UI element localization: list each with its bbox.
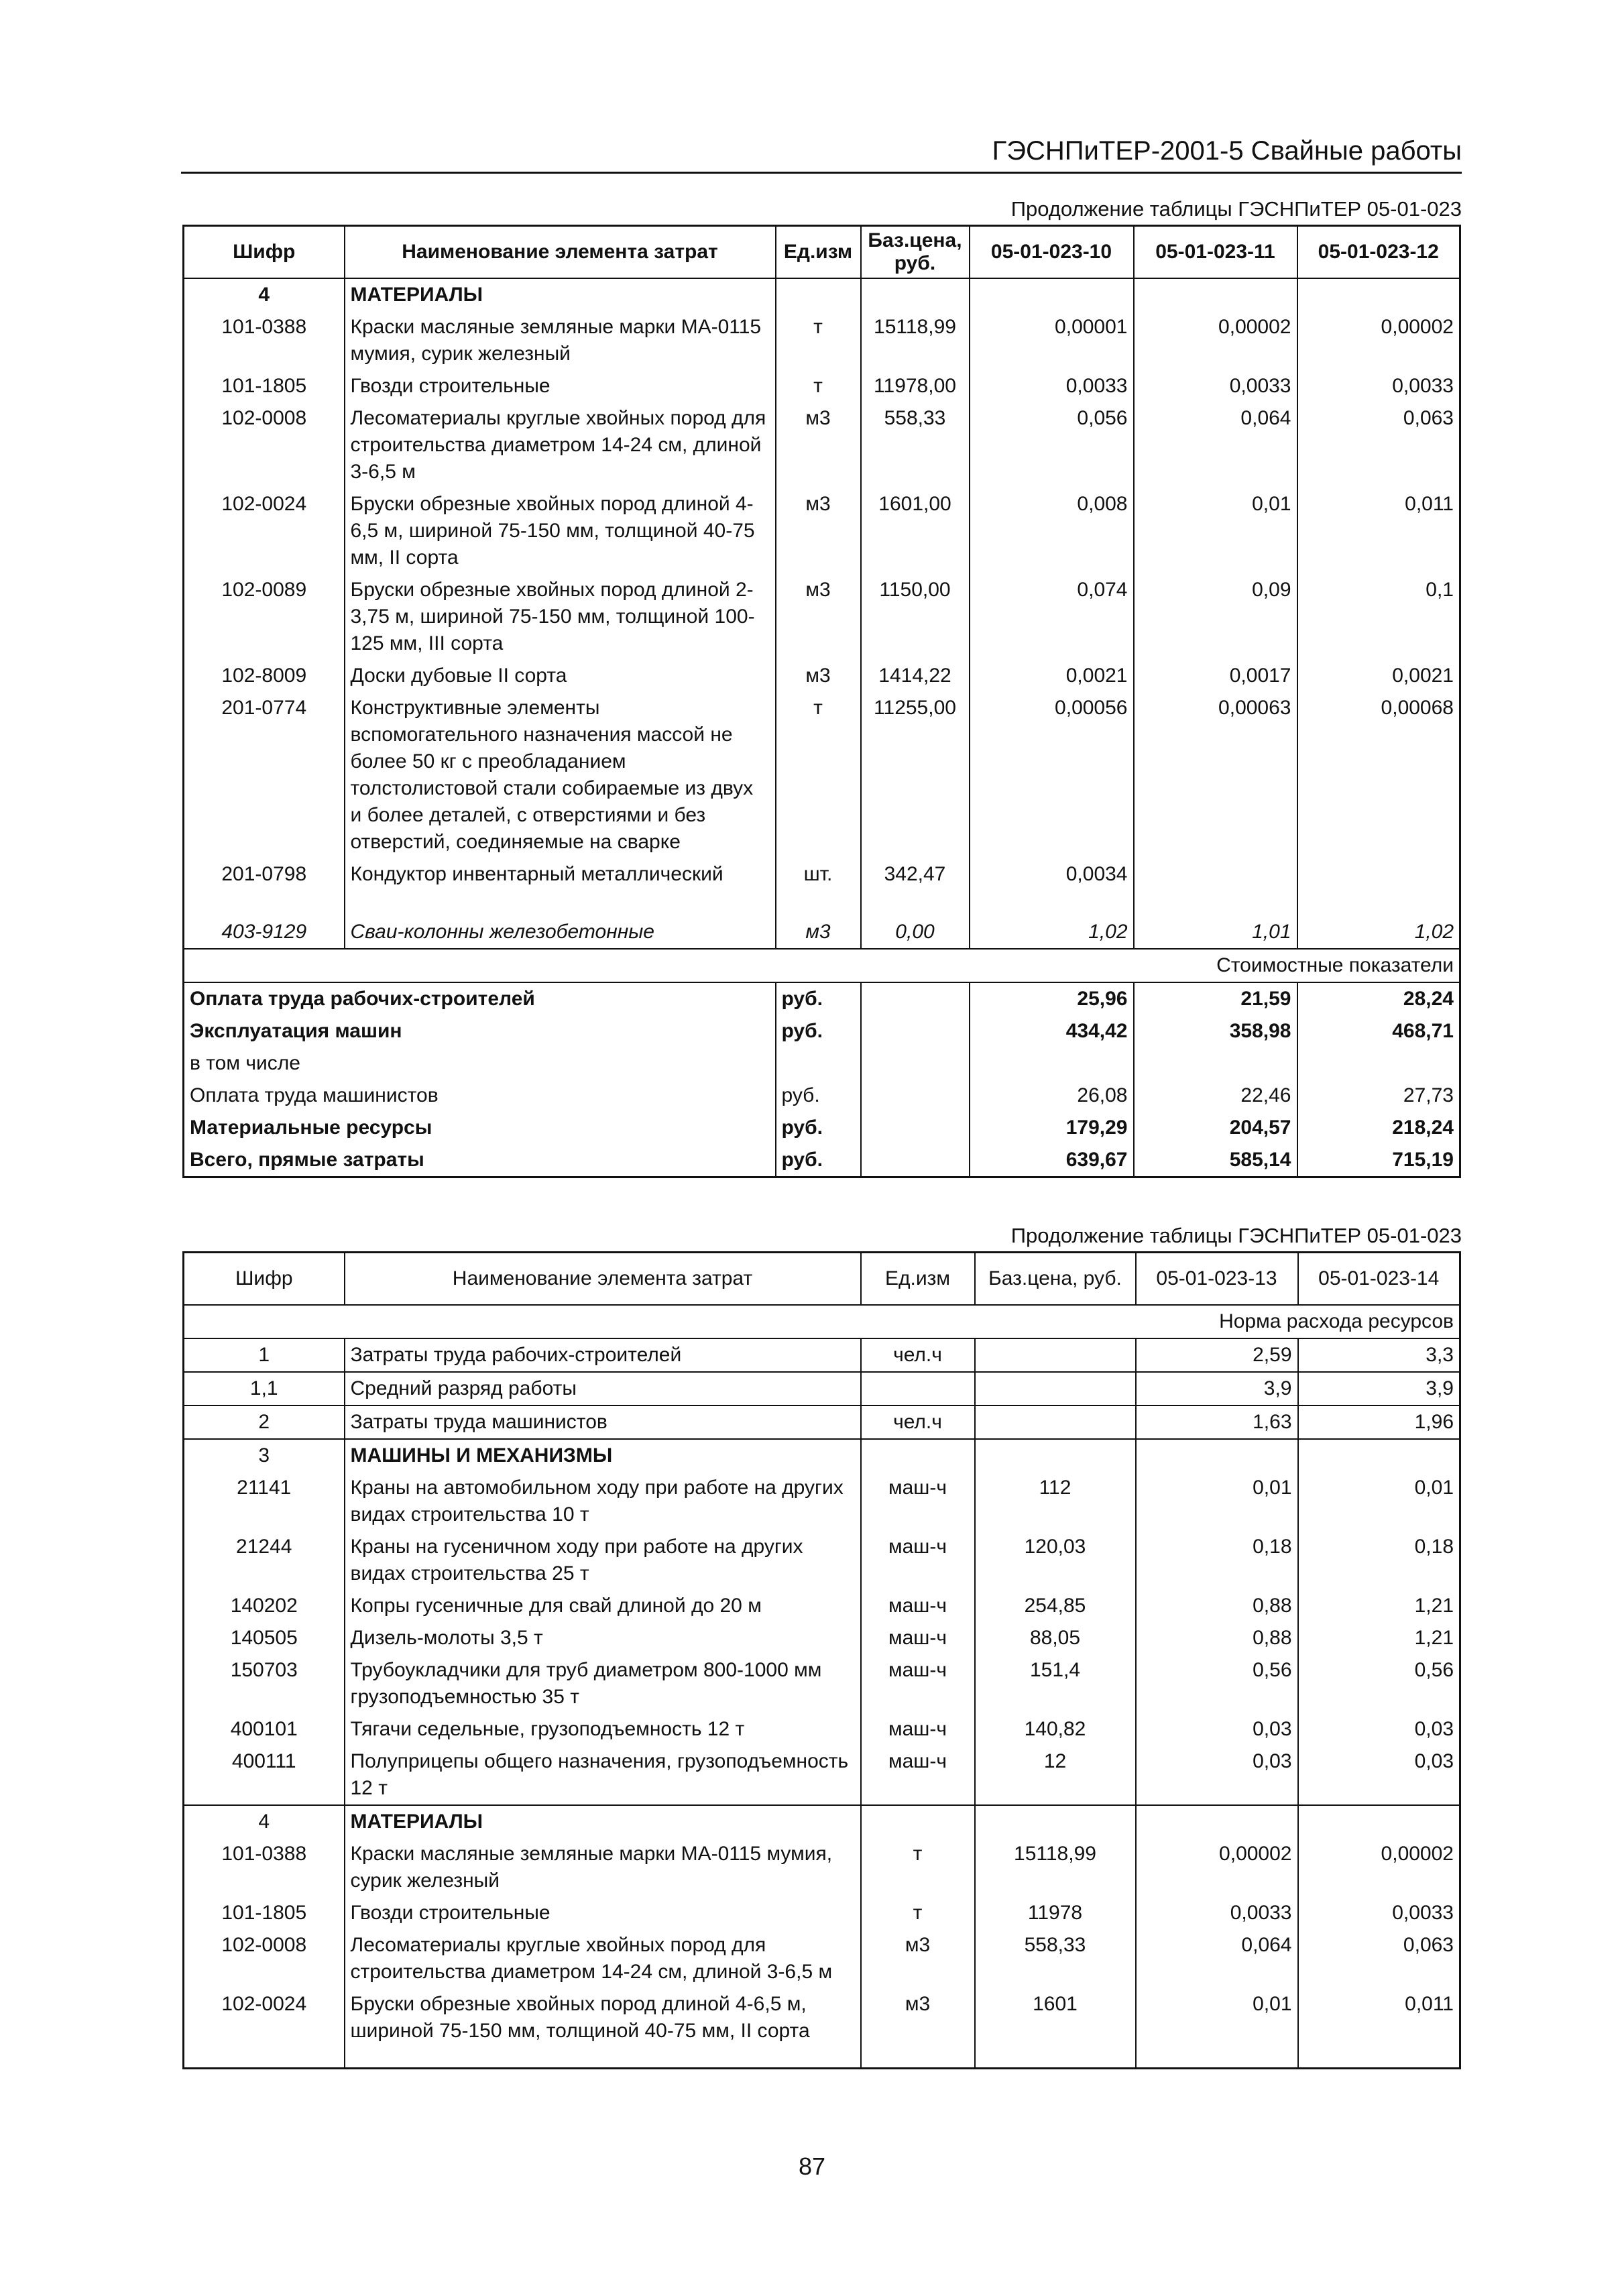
table1-header-row [184,226,1460,279]
labor-row [184,1338,1460,1372]
row-value: 0,01 [1136,1988,1298,2069]
row-price: 112 [975,1472,1136,1531]
cost-label-row [184,949,1460,982]
table-row [184,402,1460,488]
table-row [184,858,1460,916]
section-name: МАТЕРИАЛЫ [345,278,776,311]
cost-name: Оплата труда рабочих-строителей [184,982,776,1015]
row-value: 0,056 [970,402,1134,488]
col-norm-13-header: 05-01-023-13 [1136,1253,1298,1305]
row-price: 140,82 [975,1713,1136,1745]
row-code: 400101 [184,1713,345,1745]
cost-name: Материальные ресурсы [184,1112,776,1144]
row-price: 12 [975,1745,1136,1805]
row-value: 0,0033 [970,370,1134,402]
row-value: 0,00002 [1298,1838,1460,1897]
row-name: Бруски обрезные хвойных пород длиной 2-3,75 м, шириной 75-150 мм, толщиной 100-125 мм, III сорта [345,574,776,660]
row-value [1134,858,1297,916]
cost-row [184,982,1460,1015]
table2 [182,1251,1461,2069]
row-name: Краски масляные земляные марки МА-0115 мумия, сурик железный [345,311,776,370]
row-unit: маш-ч [861,1654,975,1713]
row-unit: маш-ч [861,1472,975,1531]
row-name: Лесоматериалы круглые хвойных пород для строительства диаметром 14-24 см, длиной 3-6,5 м [345,402,776,488]
row-price: 254,85 [975,1590,1136,1622]
col-name-header: Наименование элемента затрат [345,226,776,279]
row-value: 0,008 [970,488,1134,574]
col-code-header: Шифр [184,1253,345,1305]
row-unit: м3 [776,660,861,692]
table-row [184,692,1460,858]
row-unit: т [776,692,861,858]
row-code: 400111 [184,1745,345,1805]
section-code: 4 [184,1805,345,1838]
row-code: 1,1 [184,1372,345,1405]
row-value: 1,96 [1298,1405,1460,1439]
row-price: 558,33 [861,402,970,488]
row-value: 0,00002 [1136,1838,1298,1897]
row-price: 1150,00 [861,574,970,660]
row-unit [861,1372,975,1405]
row-unit: т [861,1838,975,1897]
table1 [182,225,1461,1178]
row-name: Копры гусеничные для свай длиной до 20 м [345,1590,861,1622]
labor-row [184,1372,1460,1405]
cost-value [1297,1047,1460,1080]
row-value: 1,21 [1298,1590,1460,1622]
row-name: Полуприцепы общего назначения, грузоподъемность 12 т [345,1745,861,1805]
cost-value: 179,29 [970,1112,1134,1144]
row-code: 21244 [184,1531,345,1590]
row-code: 140202 [184,1590,345,1622]
section-row [184,278,1460,311]
row-value: 1,02 [1297,916,1460,949]
row-price: 558,33 [975,1929,1136,1988]
row-value: 0,00001 [970,311,1134,370]
row-price: 1601 [975,1988,1136,2069]
table-row [184,1713,1460,1745]
cost-value: 358,98 [1134,1015,1297,1047]
row-value: 0,03 [1136,1745,1298,1805]
row-code: 201-0798 [184,858,345,916]
row-value: 0,01 [1298,1472,1460,1531]
row-code: 101-1805 [184,1897,345,1929]
row-value: 0,56 [1136,1654,1298,1713]
row-price: 151,4 [975,1654,1136,1713]
row-value: 0,00002 [1134,311,1297,370]
row-code: 101-0388 [184,311,345,370]
row-price: 15118,99 [861,311,970,370]
row-name: Трубоукладчики для труб диаметром 800-1000 мм грузоподъемностью 35 т [345,1654,861,1713]
col-norm-12-header: 05-01-023-12 [1297,226,1460,279]
row-code: 201-0774 [184,692,345,858]
cost-row [184,1080,1460,1112]
cost-unit: руб. [776,982,861,1015]
cost-name: в том числе [184,1047,776,1080]
col-code-header: Шифр [184,226,345,279]
row-value: 0,88 [1136,1622,1298,1654]
row-price: 120,03 [975,1531,1136,1590]
row-value: 0,01 [1134,488,1297,574]
row-price: 15118,99 [975,1838,1136,1897]
table-row [184,1745,1460,1805]
table-row [184,660,1460,692]
row-value: 0,18 [1298,1531,1460,1590]
table-row [184,311,1460,370]
row-value: 0,0034 [970,858,1134,916]
row-value: 0,0033 [1136,1897,1298,1929]
row-code: 1 [184,1338,345,1372]
cost-value: 434,42 [970,1015,1134,1047]
col-norm-14-header: 05-01-023-14 [1298,1253,1460,1305]
row-unit: маш-ч [861,1745,975,1805]
cost-value: 26,08 [970,1080,1134,1112]
row-name: Кондуктор инвентарный металлический [345,858,776,916]
section-name: МАШИНЫ И МЕХАНИЗМЫ [345,1439,861,1472]
row-unit: шт. [776,858,861,916]
cost-unit: руб. [776,1112,861,1144]
row-unit: м3 [776,488,861,574]
table-row [184,1531,1460,1590]
row-value: 0,074 [970,574,1134,660]
table1-caption: Продолжение таблицы ГЭСНПиТЕР 05-01-023 [1010,197,1462,221]
row-unit: чел.ч [861,1338,975,1372]
row-name: Средний разряд работы [345,1372,861,1405]
cost-name: Оплата труда машинистов [184,1080,776,1112]
cost-name: Всего, прямые затраты [184,1144,776,1178]
col-unit-header: Ед.изм [776,226,861,279]
row-value: 0,00056 [970,692,1134,858]
cost-label: Стоимостные показатели [184,949,1460,982]
row-name: Конструктивные элементы вспомогательного назначения массой не более 50 кг с преобладанием толстолистовой стали собираемые из двух и более деталей, с отверстиями и без отверстий, соединяемые на сварке [345,692,776,858]
row-price: 11255,00 [861,692,970,858]
row-value: 3,9 [1298,1372,1460,1405]
row-value: 0,03 [1298,1713,1460,1745]
row-value: 0,00068 [1297,692,1460,858]
row-code: 102-0008 [184,402,345,488]
labor-row [184,1405,1460,1439]
row-name: Лесоматериалы круглые хвойных пород для строительства диаметром 14-24 см, длиной 3-6,5 м [345,1929,861,1988]
row-value: 0,03 [1298,1745,1460,1805]
row-unit: маш-ч [861,1713,975,1745]
row-value: 3,9 [1136,1372,1298,1405]
row-unit: маш-ч [861,1531,975,1590]
cost-value: 585,14 [1134,1144,1297,1178]
row-value: 1,21 [1298,1622,1460,1654]
cost-value: 218,24 [1297,1112,1460,1144]
col-price-header: Баз.цена, руб. [861,226,970,279]
row-value: 0,01 [1136,1472,1298,1531]
document-title: ГЭСНПиТЕР-2001-5 Свайные работы [992,136,1462,166]
cost-value: 22,46 [1134,1080,1297,1112]
row-name: Затраты труда машинистов [345,1405,861,1439]
row-price [975,1372,1136,1405]
table-row [184,1590,1460,1622]
row-value: 0,0033 [1298,1897,1460,1929]
row-value: 1,01 [1134,916,1297,949]
cost-unit: руб. [776,1015,861,1047]
row-code: 21141 [184,1472,345,1531]
cost-value: 21,59 [1134,982,1297,1015]
row-code: 140505 [184,1622,345,1654]
row-unit: маш-ч [861,1622,975,1654]
cost-value: 715,19 [1297,1144,1460,1178]
row-price: 88,05 [975,1622,1136,1654]
row-code: 102-0089 [184,574,345,660]
table-row [184,488,1460,574]
row-value: 0,56 [1298,1654,1460,1713]
row-unit: м3 [861,1988,975,2069]
table-row [184,1654,1460,1713]
row-name: Гвозди строительные [345,1897,861,1929]
cost-value: 25,96 [970,982,1134,1015]
row-unit: маш-ч [861,1590,975,1622]
row-value: 0,1 [1297,574,1460,660]
cost-unit: руб. [776,1080,861,1112]
row-value: 1,02 [970,916,1134,949]
row-value: 0,063 [1298,1929,1460,1988]
table-row [184,370,1460,402]
norm-label: Норма расхода ресурсов [184,1305,1460,1338]
row-unit: м3 [776,402,861,488]
row-value: 0,064 [1136,1929,1298,1988]
table-row-italic [184,916,1460,949]
row-price: 11978,00 [861,370,970,402]
row-value: 0,011 [1297,488,1460,574]
page-header [181,134,1462,174]
row-value: 0,0021 [1297,660,1460,692]
norm-label-row [184,1305,1460,1338]
row-value: 0,00002 [1297,311,1460,370]
row-unit: т [776,311,861,370]
row-name: Дизель-молоты 3,5 т [345,1622,861,1654]
row-value: 0,00063 [1134,692,1297,858]
table-row [184,1472,1460,1531]
row-code: 102-0024 [184,1988,345,2069]
row-value: 0,063 [1297,402,1460,488]
row-value: 0,09 [1134,574,1297,660]
row-name: Бруски обрезные хвойных пород длиной 4-6,5 м, шириной 75-150 мм, толщиной 40-75 мм, II сорта [345,1988,861,2069]
cost-value: 204,57 [1134,1112,1297,1144]
cost-row [184,1144,1460,1178]
table-row [184,1838,1460,1897]
cost-value: 639,67 [970,1144,1134,1178]
row-value: 0,011 [1298,1988,1460,2069]
row-value: 1,63 [1136,1405,1298,1439]
col-price-header: Баз.цена, руб. [975,1253,1136,1305]
table-row [184,1988,1460,2069]
row-price [975,1338,1136,1372]
row-price: 0,00 [861,916,970,949]
row-value: 0,0033 [1134,370,1297,402]
row-code: 102-0008 [184,1929,345,1988]
row-unit: м3 [861,1929,975,1988]
row-name: Бруски обрезные хвойных пород длиной 4-6,5 м, шириной 75-150 мм, толщиной 40-75 мм, II сорта [345,488,776,574]
row-value: 0,0033 [1297,370,1460,402]
row-value: 3,3 [1298,1338,1460,1372]
col-norm-10-header: 05-01-023-10 [970,226,1134,279]
row-code: 403-9129 [184,916,345,949]
row-code: 2 [184,1405,345,1439]
row-unit: чел.ч [861,1405,975,1439]
cost-row [184,1015,1460,1047]
row-unit: т [861,1897,975,1929]
section-row [184,1805,1460,1838]
section-code: 4 [184,278,345,311]
row-value: 0,0017 [1134,660,1297,692]
row-unit: т [776,370,861,402]
col-name-header: Наименование элемента затрат [345,1253,861,1305]
row-price: 342,47 [861,858,970,916]
row-code: 102-0024 [184,488,345,574]
table-row [184,574,1460,660]
row-value: 0,18 [1136,1531,1298,1590]
col-unit-header: Ед.изм [861,1253,975,1305]
table-row [184,1622,1460,1654]
cost-value: 468,71 [1297,1015,1460,1047]
section-row [184,1439,1460,1472]
row-code: 150703 [184,1654,345,1713]
row-code: 101-0388 [184,1838,345,1897]
row-price [975,1405,1136,1439]
row-value: 0,88 [1136,1590,1298,1622]
row-code: 102-8009 [184,660,345,692]
row-name: Краны на гусеничном ходу при работе на других видах строительства 25 т [345,1531,861,1590]
row-name: Тягачи седельные, грузоподъемность 12 т [345,1713,861,1745]
table-row [184,1897,1460,1929]
cost-row [184,1112,1460,1144]
row-name: Сваи-колонны железобетонные [345,916,776,949]
col-norm-11-header: 05-01-023-11 [1134,226,1297,279]
row-price: 11978 [975,1897,1136,1929]
cost-value [1134,1047,1297,1080]
cost-value: 27,73 [1297,1080,1460,1112]
cost-value [970,1047,1134,1080]
row-name: Краны на автомобильном ходу при работе на других видах строительства 10 т [345,1472,861,1531]
row-value: 0,03 [1136,1713,1298,1745]
row-price: 1601,00 [861,488,970,574]
page-number: 87 [798,2152,826,2180]
table2-header-row [184,1253,1460,1305]
table2-caption: Продолжение таблицы ГЭСНПиТЕР 05-01-023 [1010,1224,1462,1247]
row-value: 2,59 [1136,1338,1298,1372]
row-code: 101-1805 [184,370,345,402]
cost-unit: руб. [776,1144,861,1178]
section-code: 3 [184,1439,345,1472]
row-unit: м3 [776,574,861,660]
cost-row [184,1047,1460,1080]
row-unit: м3 [776,916,861,949]
cost-unit [776,1047,861,1080]
section-name: МАТЕРИАЛЫ [345,1805,861,1838]
row-value [1297,858,1460,916]
row-name: Краски масляные земляные марки МА-0115 мумия, сурик железный [345,1838,861,1897]
row-name: Доски дубовые II сорта [345,660,776,692]
row-name: Затраты труда рабочих-строителей [345,1338,861,1372]
row-price: 1414,22 [861,660,970,692]
cost-value: 28,24 [1297,982,1460,1015]
cost-name: Эксплуатация машин [184,1015,776,1047]
table-row [184,1929,1460,1988]
row-value: 0,0021 [970,660,1134,692]
row-value: 0,064 [1134,402,1297,488]
row-name: Гвозди строительные [345,370,776,402]
